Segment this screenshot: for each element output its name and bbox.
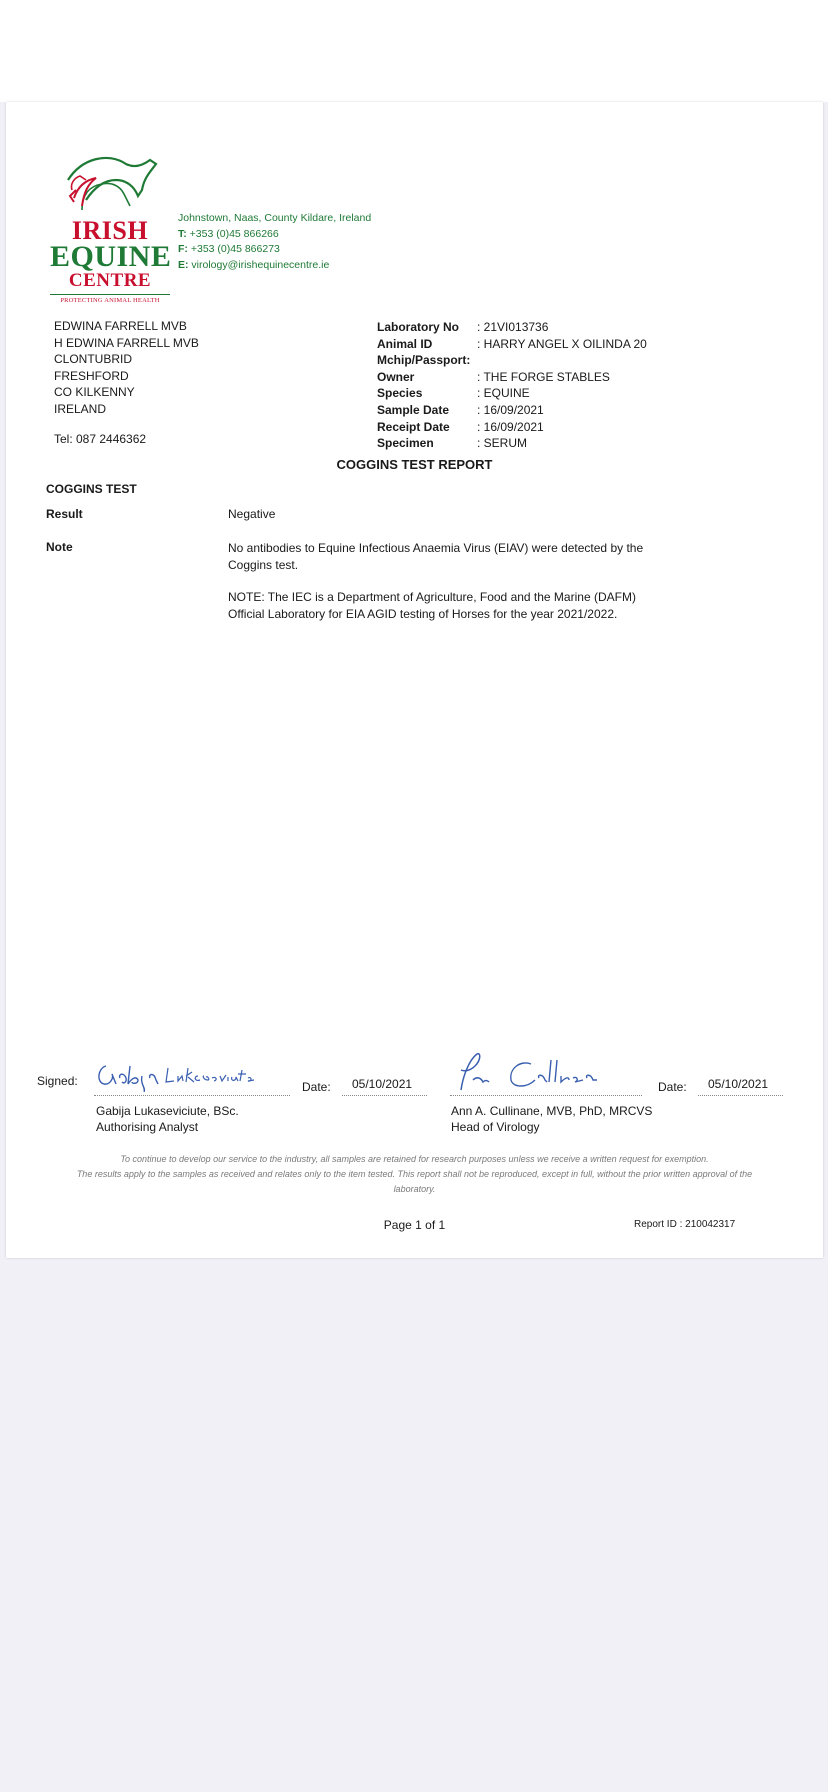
lab-info-row: Laboratory No : 21VI013736 — [377, 320, 549, 334]
contact-email: E: virology@irishequinecentre.ie — [178, 258, 330, 271]
contact-block — [178, 211, 371, 273]
logo-word-irish: IRISH — [71, 216, 149, 245]
signature-2-role: Head of Virology — [451, 1120, 540, 1134]
logo-word-equine: EQUINE — [50, 240, 172, 273]
logo-tagline: PROTECTING ANIMAL HEALTH — [50, 294, 170, 304]
lab-info-row: Animal ID : HARRY ANGEL X OILINDA 20 — [377, 336, 647, 351]
signed-label: Signed: — [37, 1074, 78, 1088]
signature-2-image — [451, 1050, 611, 1099]
disclaimer — [76, 1152, 753, 1197]
signature-2-date: 05/10/2021 — [708, 1077, 769, 1091]
note-text — [228, 540, 648, 638]
lab-info-table — [377, 319, 647, 452]
lab-info-row: Receipt Date : 16/09/2021 — [377, 419, 544, 434]
date-2-line — [698, 1095, 783, 1096]
recipient-tel: Tel: 087 2446362 — [54, 432, 147, 446]
result-label: Result — [46, 507, 83, 521]
note-label: Note — [46, 540, 73, 554]
result-value: Negative — [228, 507, 276, 521]
report-id: Report ID : 210042317 — [634, 1219, 736, 1230]
signature-1-name-block — [96, 1103, 239, 1135]
lab-info-row: Specimen : SERUM — [377, 436, 528, 451]
signature-1-name: Gabija Lukaseviciute, BSc. — [96, 1104, 239, 1118]
disclaimer-line: The results apply to the samples as received and relates only to the item tested. This report shall not be reproduced, except in full, without the prior written approval of the laboratory. — [76, 1169, 753, 1194]
recipient-address — [54, 318, 199, 418]
contact-fax: F: +353 (0)45 866273 — [178, 243, 280, 255]
signature-1-image — [94, 1058, 254, 1097]
date-label: Date: — [658, 1080, 687, 1094]
page-number: Page 1 of 1 — [383, 1218, 446, 1232]
lab-info-row: Species : EQUINE — [377, 386, 530, 401]
signature-1-role: Authorising Analyst — [96, 1120, 199, 1134]
signature-2-name: Ann A. Cullinane, MVB, PhD, MRCVS — [451, 1104, 653, 1118]
note-paragraph: NOTE: The IEC is a Department of Agriculture, Food and the Marine (DAFM) Official Laboratory for EIA AGID testing of Horses for the year 2021/2022. — [228, 590, 636, 621]
irish-equine-centre-logo — [50, 150, 170, 306]
contact-phone: T: +353 (0)45 866266 — [178, 227, 279, 240]
recipient-line: H EDWINA FARRELL MVB — [54, 335, 199, 350]
document-page — [6, 102, 823, 1258]
signature-1-line — [94, 1095, 290, 1096]
recipient-line: CLONTUBRID — [54, 352, 133, 367]
date-1-line — [342, 1095, 427, 1096]
signature-2-name-block — [451, 1103, 652, 1135]
recipient-line: EDWINA FARRELL MVB — [54, 319, 187, 333]
disclaimer-line: To continue to develop our service to the industry, all samples are retained for research purposes unless we receive a written request for exemption. — [120, 1154, 709, 1164]
lab-info-row: Sample Date : 16/09/2021 — [377, 402, 544, 417]
date-label: Date: — [302, 1080, 331, 1094]
recipient-line: CO KILKENNY — [54, 385, 135, 400]
signature-2-line — [450, 1095, 642, 1096]
recipient-line: FRESHFORD — [54, 368, 129, 383]
viewer-top-bar — [0, 0, 828, 102]
lab-info-row: Owner : THE FORGE STABLES — [377, 369, 610, 384]
horse-logo-icon — [64, 150, 160, 214]
test-section-heading: COGGINS TEST — [46, 482, 137, 496]
lab-info-row: Mchip/Passport: — [377, 353, 471, 368]
note-paragraph: No antibodies to Equine Infectious Anaemia Virus (EIAV) were detected by the Coggins test. — [228, 541, 644, 572]
report-title: COGGINS TEST REPORT — [336, 457, 493, 472]
recipient-line: IRELAND — [54, 401, 107, 416]
logo-word-centre: CENTRE — [68, 270, 152, 291]
contact-address: Johnstown, Naas, County Kildare, Ireland — [178, 212, 372, 224]
signature-1-date: 05/10/2021 — [352, 1077, 413, 1091]
